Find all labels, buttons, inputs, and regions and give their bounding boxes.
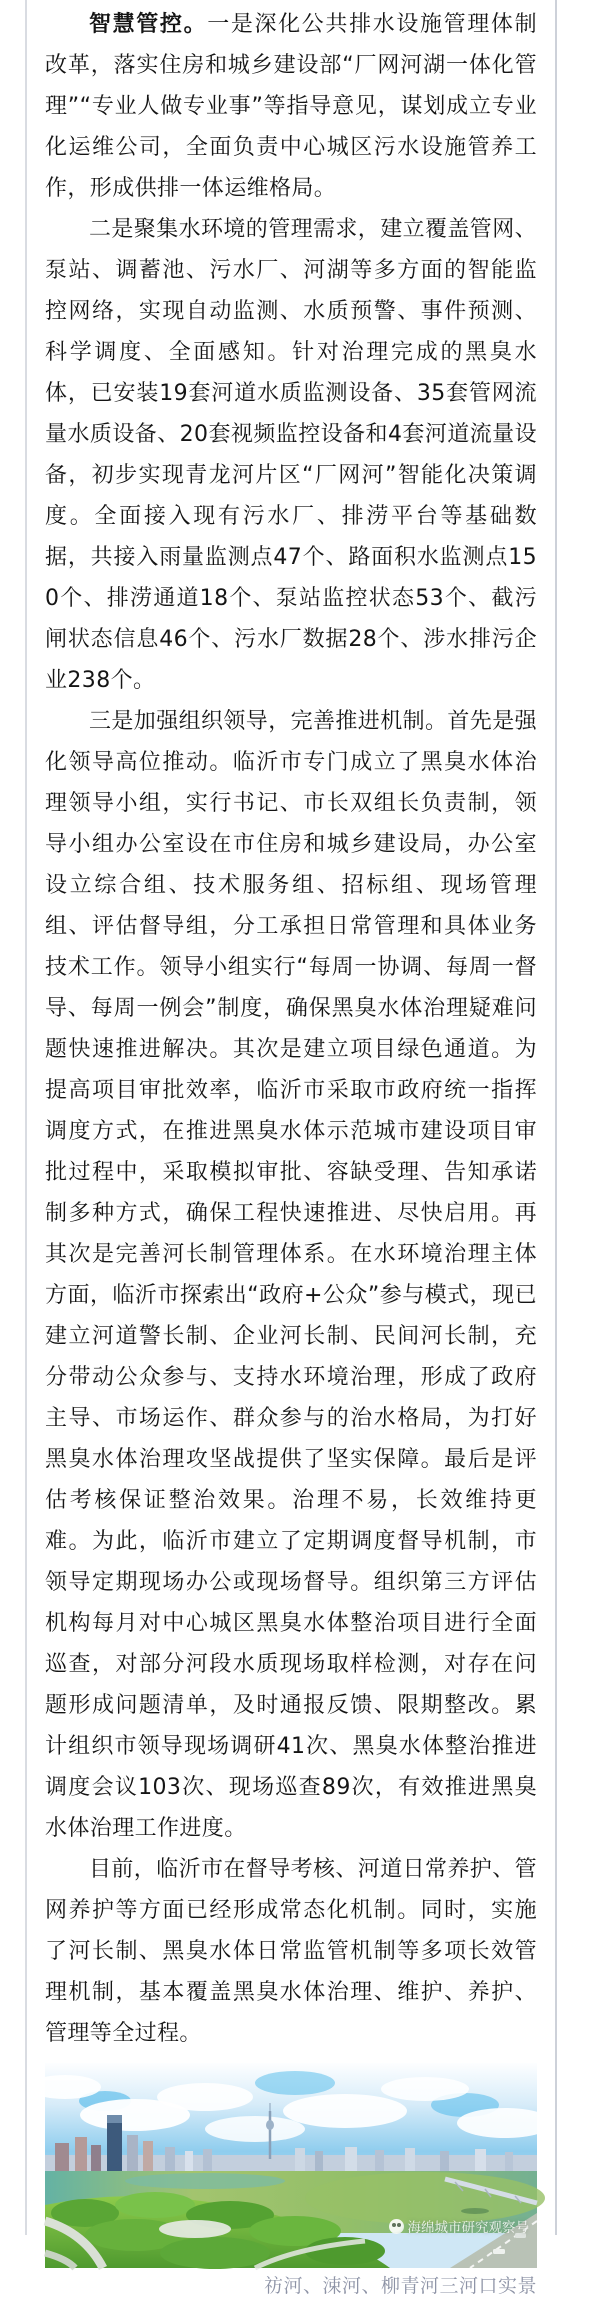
paragraph-text: 一是深化公共排水设施管理体制改革，落实住房和城乡建设部“厂网河湖一体化管理”“专业人做专业事”等指导意见，谋划成立专业化运维公司，全面负责中心城区污水设施管养工作，形成供排一体运维格局。 xyxy=(45,12,537,201)
paragraph-lead-bold: 智慧管控。 xyxy=(89,12,208,37)
photo-caption: 祊河、涑河、柳青河三河口实景 xyxy=(263,2275,537,2297)
figure-block xyxy=(45,2063,537,2299)
paragraph-current-status: 目前，临沂市在督导考核、河道日常养护、管网养护等方面已经形成常态化机制。同时，实施了河长制、黑臭水体日常监管机制等多项长效管理机制，基本覆盖黑臭水体治理、维护、养护、管理等全过程。 xyxy=(45,1857,538,2046)
paragraph-smart-control xyxy=(45,4,537,209)
watermark-text: 海绵城市研究观察号 xyxy=(407,2220,529,2236)
river-panorama-illustration xyxy=(45,2063,537,2268)
article-body xyxy=(45,4,537,2299)
card-border-right xyxy=(555,0,557,2235)
paragraph-organization-leadership: 三是加强组织领导，完善推进机制。首先是强化领导高位推动。临沂市专门成立了黑臭水体治理领导小组，实行书记、市长双组长负责制，领导小组办公室设在市住房和城乡建设局，办公室设立综合组、技术服务组、招标组、现场管理组、评估督导组，分工承担日常管理和具体业务技术工作。领导小组实行“每周一协调、每周一督导、每周一例会”制度，确保黑臭水体治理疑难问题快速推进解决。其次是建立项目绿色通道。为提高项目审批效率，临沂市采取市政府统一指挥调度方式，在推进黑臭水体示范城市建设项目审批过程中，采取模拟审批、容缺受理、告知承诺制多种方式，确保工程快速推进、尽快启用。再其次是完善河长制管理体系。在水环境治理主体方面，临沂市探索出“政府+公众”参与模式，现已建立河道警长制、企业河长制、民间河长制，充分带动公众参与、支持水环境治理，形成了政府主导、市场运作、群众参与的治水格局，为打好黑臭水体治理攻坚战提供了坚实保障。最后是评估考核保证整治效果。治理不易，长效维持更难。为此，临沂市建立了定期调度督导机制，市领导定期现场办公或现场督导。组织第三方评估机构每月对中心城区黑臭水体整治项目进行全面巡查，对部分河段水质现场取样检测，对存在问题形成问题清单，及时通报反馈、限期整改。累计组织市领导现场调研41次、黑臭水体整治推进调度会议103次、现场巡查89次，有效推进黑臭水体治理工作进度。 xyxy=(45,709,538,1841)
card-border-left xyxy=(25,0,27,2235)
paragraph-monitoring-network: 二是聚集水环境的管理需求，建立覆盖管网、泵站、调蓄池、污水厂、河湖等多方面的智能监控网络，实现自动监测、水质预警、事件预测、科学调度、全面感知。针对治理完成的黑臭水体，已安装19套河道水质监测设备、35套管网流量水质设备、20套视频监控设备和4套河道流量设备，初步实现青龙河片区“厂网河”智能化决策调度。全面接入现有污水厂、排涝平台等基础数据，共接入雨量监测点47个、路面积水监测点150个、排涝通道18个、泵站监控状态53个、截污闸状态信息46个、污水厂数据28个、涉水排污企业238个。 xyxy=(45,217,538,693)
river-panorama-photo xyxy=(45,2063,537,2268)
